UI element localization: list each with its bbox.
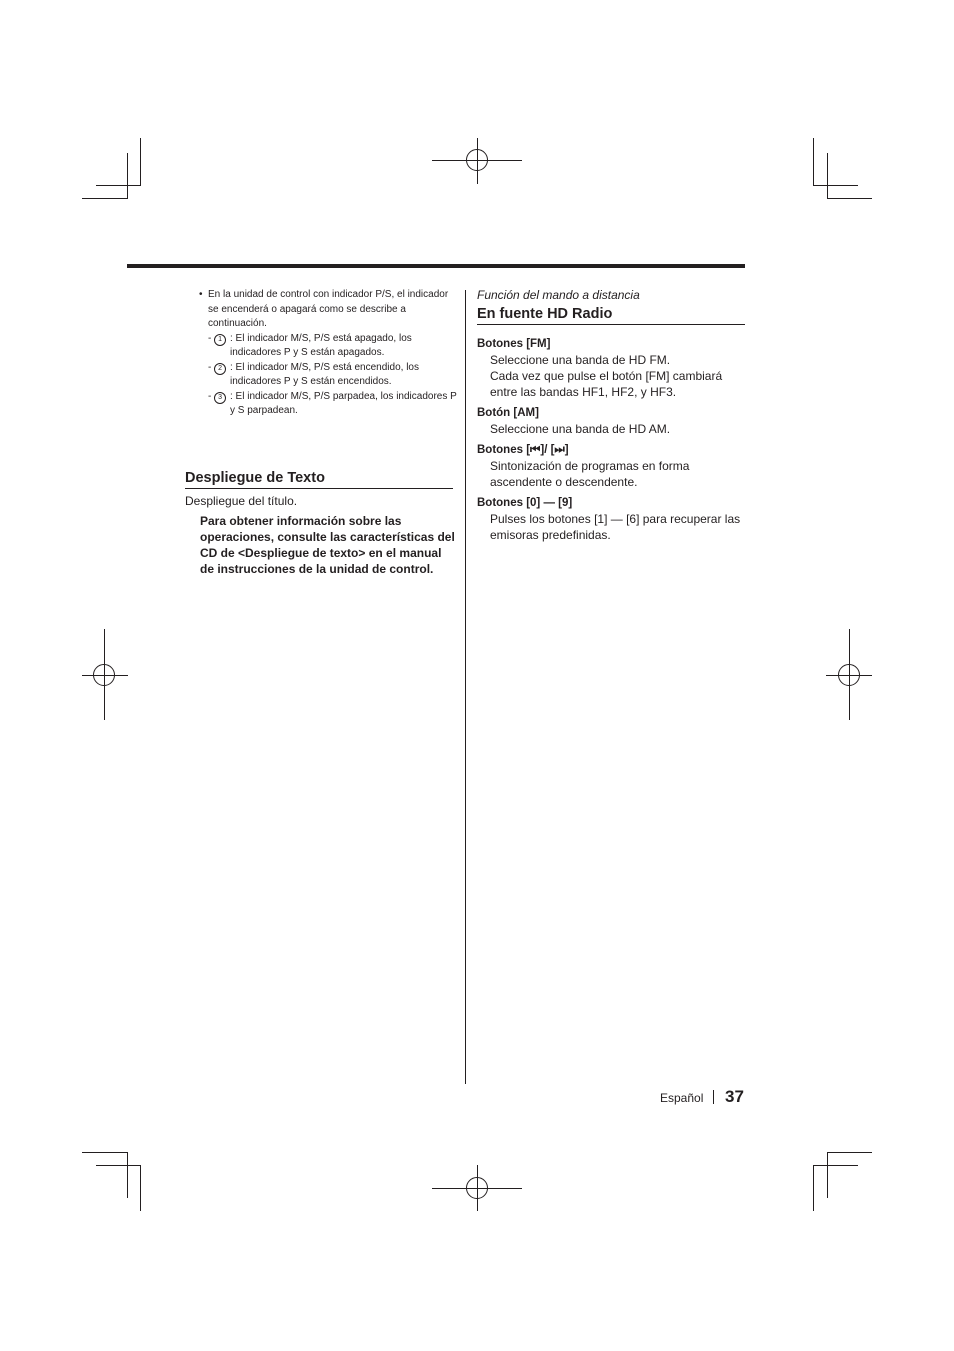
item-body: Seleccione una banda de HD FM. xyxy=(490,353,671,367)
footer-separator xyxy=(713,1090,714,1104)
circled-number: 3 xyxy=(214,392,226,404)
item-head: Botón [AM] xyxy=(477,407,539,419)
footer-language: Español xyxy=(660,1091,704,1105)
item-block xyxy=(477,406,749,437)
bullet-text: En la unidad de control con indicador P/S, el indicador se encenderá o apagará como se describe a continuación. xyxy=(208,289,449,329)
page-number: 37 xyxy=(725,1087,744,1106)
column-divider xyxy=(465,290,466,1084)
sub-item: - 1 : El indicador M/S, P/S está apagado, los indicadores P y S están apagados. xyxy=(208,332,412,358)
section-note: Para obtener información sobre las operaciones, consulte las características del CD de <Despliegue de texto> en el manual de instrucciones de la unidad de control. xyxy=(200,513,455,576)
lead-text: Función del mando a distancia xyxy=(477,288,640,302)
sub-item: - 3 : El indicador M/S, P/S parpadea, los indicadores P y S parpadean. xyxy=(208,390,457,416)
left-column xyxy=(185,288,457,577)
item-head: Botones [⏮]/ [⏭] xyxy=(477,444,569,456)
registration-target-icon xyxy=(93,664,115,686)
sub-item-text: : El indicador M/S, P/S está encendido, los indicadores P y S están encendidos. xyxy=(230,361,419,387)
item-body: Cada vez que pulse el botón [FM] cambiará entre las bandas HF1, HF2, y HF3. xyxy=(490,369,723,399)
item-block xyxy=(477,443,749,490)
header-rule xyxy=(127,264,745,268)
item-body: Seleccione una banda de HD AM. xyxy=(490,422,671,436)
circled-number: 1 xyxy=(214,334,226,346)
sub-item-text: : El indicador M/S, P/S parpadea, los indicadores P y S parpadean. xyxy=(230,390,457,416)
bullet-item xyxy=(185,288,457,332)
item-body: Sintonización de programas en forma ascendente o descendente. xyxy=(490,459,690,489)
bullet-marker: • xyxy=(199,289,203,300)
right-column xyxy=(477,288,749,543)
registration-target-icon xyxy=(466,149,488,171)
section-body: Despliegue del título. xyxy=(185,493,298,508)
item-block xyxy=(477,496,749,543)
item-head: Botones [FM] xyxy=(477,338,551,350)
sub-item-text: : El indicador M/S, P/S está apagado, los indicadores P y S están apagados. xyxy=(230,332,412,358)
section-title: En fuente HD Radio xyxy=(477,305,745,325)
registration-target-icon xyxy=(466,1177,488,1199)
item-block xyxy=(477,337,749,400)
registration-target-icon xyxy=(838,664,860,686)
circled-number: 2 xyxy=(214,363,226,375)
item-head: Botones [0] — [9] xyxy=(477,497,573,509)
section-title: Despliegue de Texto xyxy=(185,469,453,489)
sub-item: - 2 : El indicador M/S, P/S está encendido, los indicadores P y S están encendidos. xyxy=(208,361,419,387)
item-body: Pulses los botones [1] — [6] para recuperar las emisoras predefinidas. xyxy=(490,512,741,542)
